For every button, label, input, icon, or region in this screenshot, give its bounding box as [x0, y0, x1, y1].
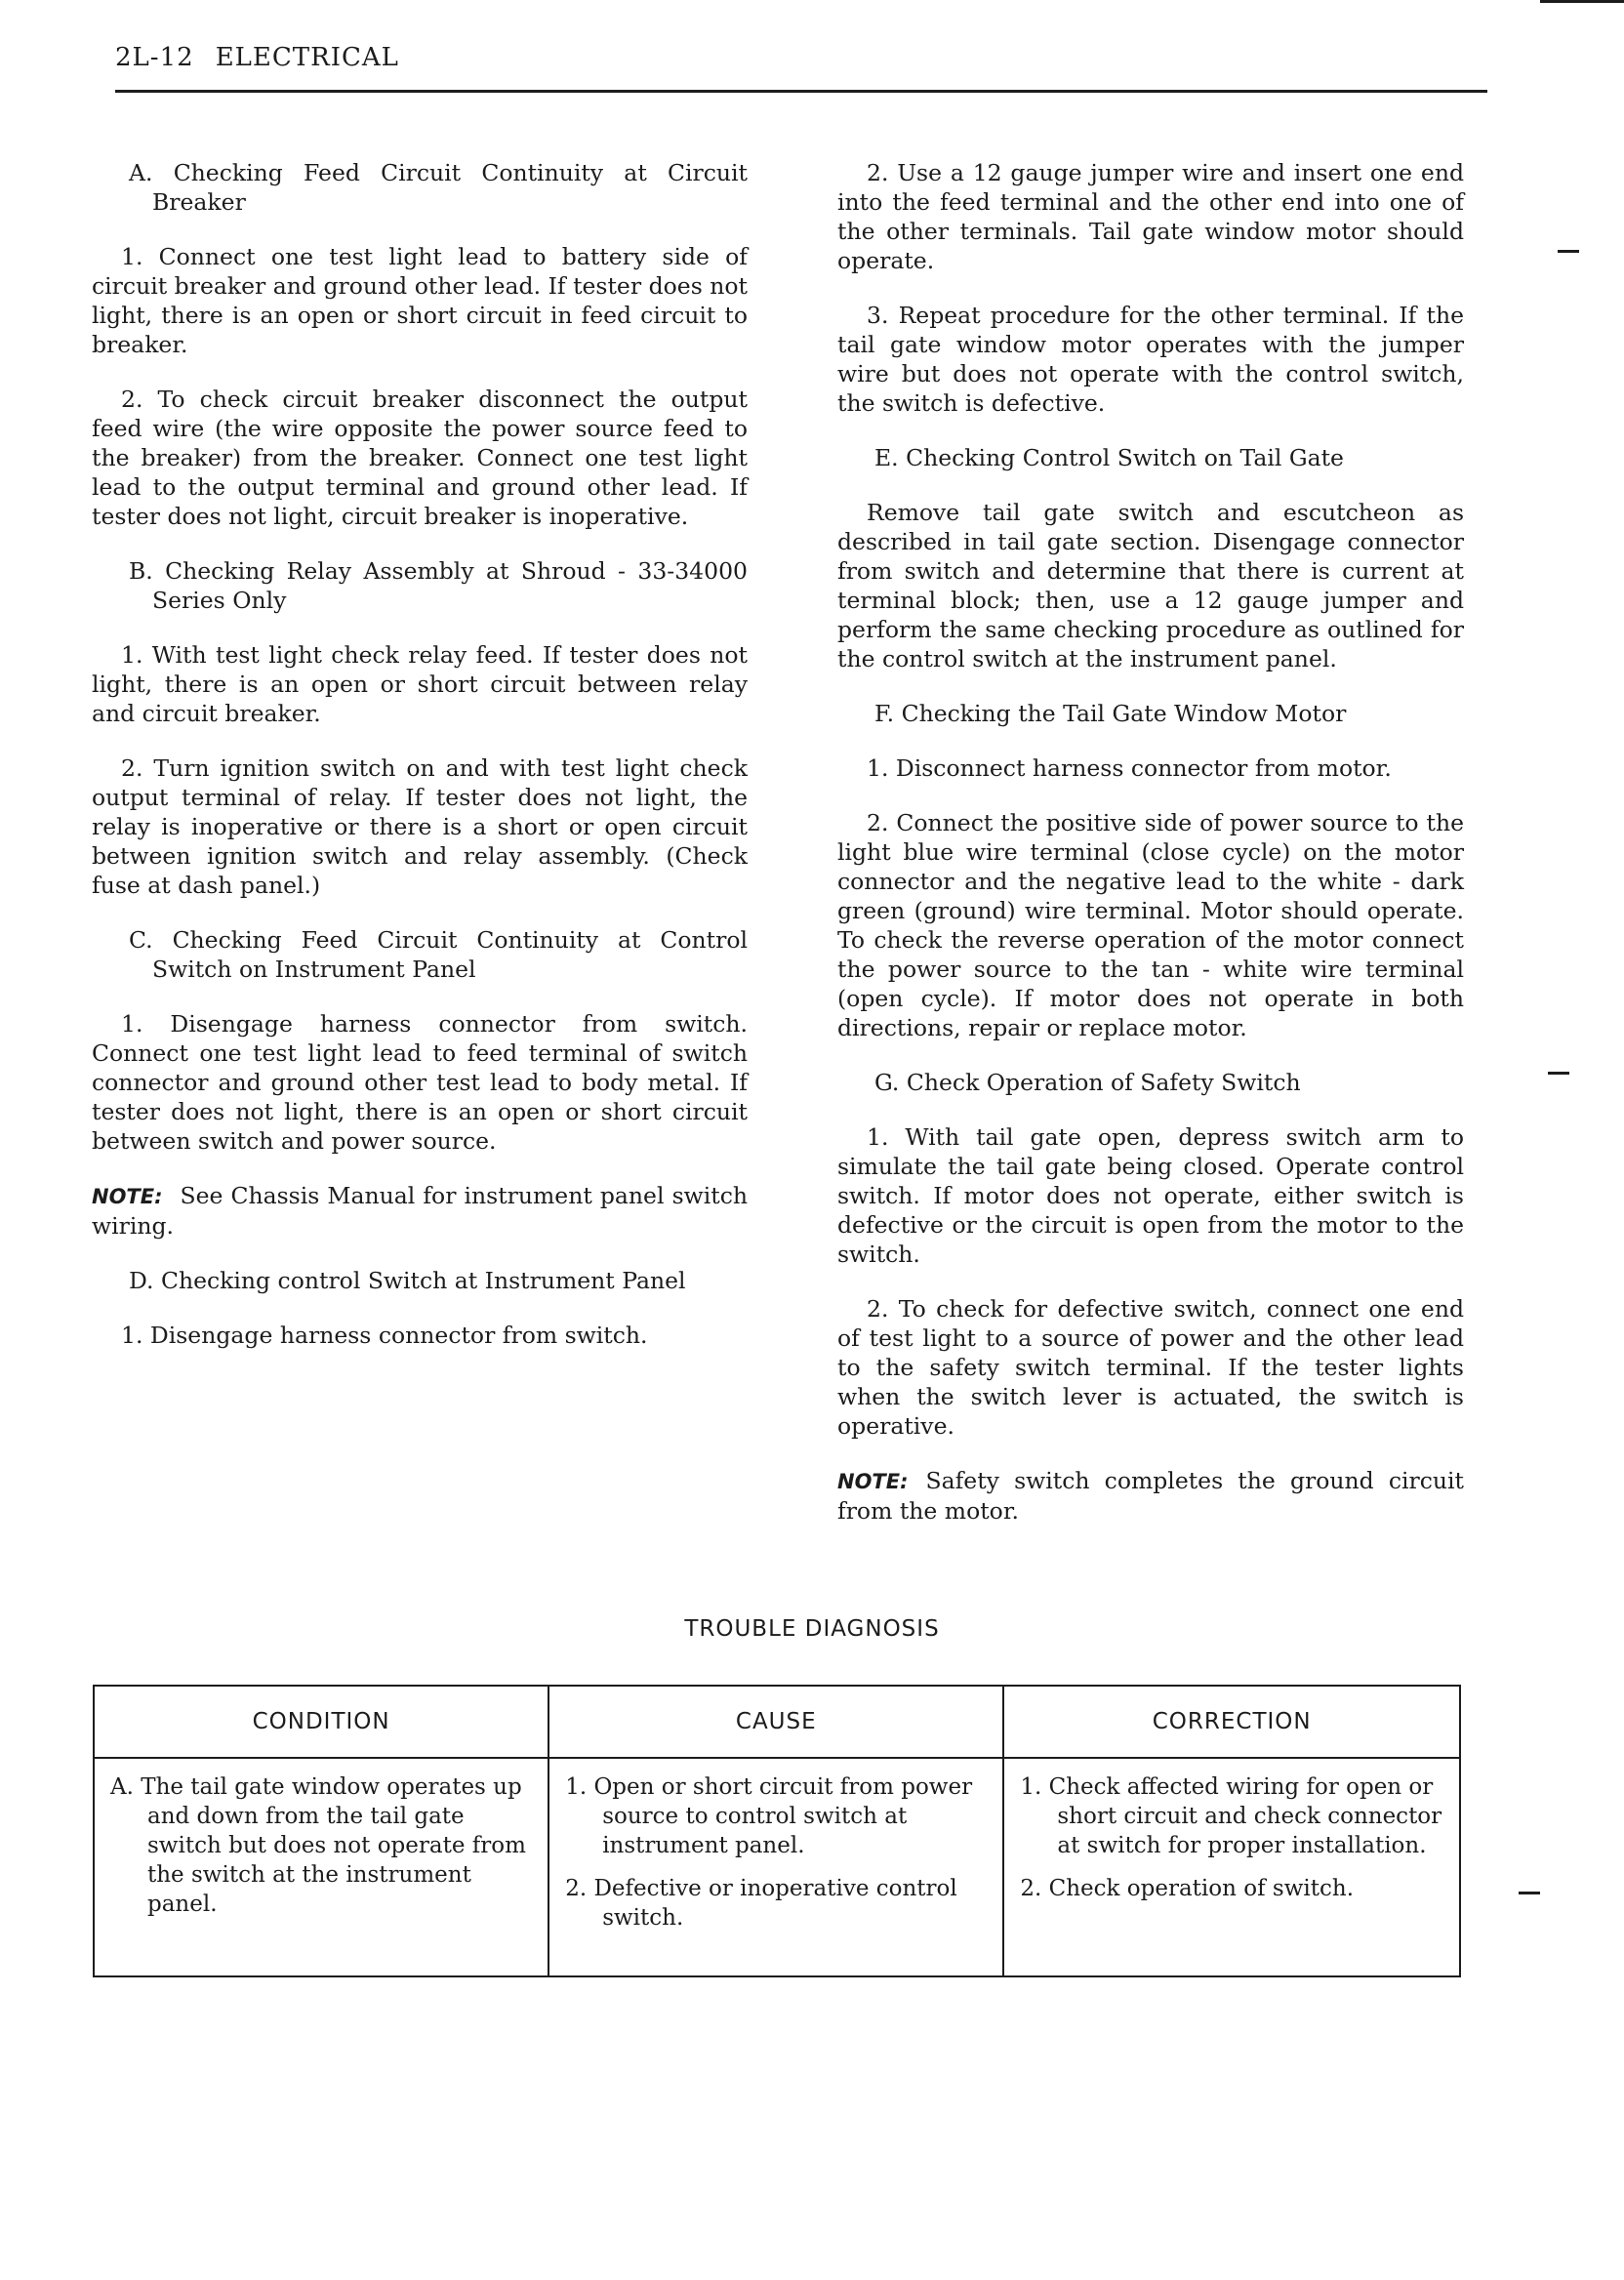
- paragraph: Remove tail gate switch and escutcheon as described in tail gate section. Disengage connector from switch and determine that there is current at terminal block; then, use a 12 gauge jumper and perform the same checking procedure as outlined for the control switch at the instrument panel.: [837, 499, 1464, 672]
- column-header-cause: CAUSE: [548, 1686, 1003, 1758]
- page-number: 2L-12: [115, 43, 194, 72]
- margin-mark: [1519, 1892, 1540, 1894]
- paragraph: 3. Repeat procedure for the other terminal. If the tail gate window motor operates with the jumper wire but does not operate with the control switch, the switch is defective.: [837, 302, 1464, 417]
- column-header-condition: CONDITION: [94, 1686, 548, 1758]
- correction-item: 2. Check operation of switch.: [1020, 1876, 1355, 1901]
- correction-cell: [1003, 1758, 1460, 1976]
- column-header-correction: CORRECTION: [1003, 1686, 1460, 1758]
- paragraph: 1. Disengage harness connector from switch.: [121, 1322, 648, 1349]
- paragraph: 2. To check circuit breaker disconnect the output feed wire (the wire opposite the power source feed to the breaker) from the breaker. Connect one test light lead to the output terminal and ground other lead. If tester does not light, circuit breaker is inoperative.: [92, 386, 748, 530]
- trouble-diagnosis-table: [93, 1685, 1461, 1977]
- section-heading-d: D. Checking control Switch at Instrument Panel: [129, 1267, 686, 1294]
- section-heading-b: B. Checking Relay Assembly at Shroud - 33-34000 Series Only: [129, 557, 748, 614]
- correction-item: 1. Check affected wiring for open or short circuit and check connector at switch for proper installation.: [1020, 1774, 1442, 1858]
- condition-cell: [94, 1758, 548, 1976]
- paragraph: 1. Disengage harness connector from switch. Connect one test light lead to feed terminal of switch connector and ground other test lead to body metal. If tester does not light, there is an open or short circuit between switch and power source.: [92, 1010, 748, 1155]
- section-title: ELECTRICAL: [215, 43, 399, 72]
- right-column: [837, 158, 1464, 1551]
- section-heading-c: C. Checking Feed Circuit Continuity at Control Switch on Instrument Panel: [129, 926, 748, 983]
- section-heading-a: A. Checking Feed Circuit Continuity at Circuit Breaker: [129, 159, 748, 216]
- note-label: NOTE:: [837, 1470, 909, 1493]
- paragraph: 1. With test light check relay feed. If tester does not light, there is an open or short circuit between relay and circuit breaker.: [92, 641, 748, 727]
- table-row: [94, 1758, 1460, 1976]
- paragraph: 1. Disconnect harness connector from motor.: [867, 754, 1392, 782]
- paragraph: 1. Connect one test light lead to battery side of circuit breaker and ground other lead. If tester does not light, there is an open or short circuit in feed circuit to breaker.: [92, 243, 748, 358]
- margin-mark: [1558, 250, 1579, 253]
- paragraph: 2. Use a 12 gauge jumper wire and insert one end into the feed terminal and the other end into one of the other terminals. Tail gate window motor should operate.: [837, 159, 1464, 274]
- paragraph: 2. Turn ignition switch on and with test light check output terminal of relay. If tester does not light, the relay is inoperative or there is a short or open circuit between ignition switch and relay assembly. (Check fuse at dash panel.): [92, 754, 748, 899]
- corner-rule: [1540, 0, 1624, 3]
- cause-item: 1. Open or short circuit from power source to control switch at instrument panel.: [565, 1774, 973, 1858]
- condition-item: A. The tail gate window operates up and down from the tail gate switch but does not operate from the switch at the instrument panel.: [110, 1774, 526, 1917]
- page-header: [115, 43, 421, 72]
- section-heading-f: F. Checking the Tail Gate Window Motor: [874, 700, 1347, 727]
- note: NOTE: Safety switch completes the ground circuit from the motor.: [837, 1467, 1464, 1525]
- section-heading-e: E. Checking Control Switch on Tail Gate: [874, 444, 1344, 471]
- paragraph: 2. Connect the positive side of power source to the light blue wire terminal (close cycle) on the motor connector and the negative lead to the white - dark green (ground) wire terminal. Motor should operate. To check the reverse operation of the motor connect the power source to the tan - white wire terminal (open cycle). If motor does not operate in both directions, repair or replace motor.: [837, 809, 1464, 1041]
- header-rule: [115, 90, 1487, 93]
- left-column: [92, 158, 748, 1375]
- note-label: NOTE:: [92, 1185, 163, 1208]
- table-header-row: [94, 1686, 1460, 1758]
- paragraph: 1. With tail gate open, depress switch arm to simulate the tail gate being closed. Operate control switch. If motor does not operate, either switch is defective or the circuit is open from the motor to the switch.: [837, 1123, 1464, 1268]
- table-title: TROUBLE DIAGNOSIS: [684, 1616, 940, 1642]
- cause-cell: [548, 1758, 1003, 1976]
- paragraph: 2. To check for defective switch, connect one end of test light to a source of power and the other lead to the safety switch terminal. If the tester lights when the switch lever is actuated, the switch is operative.: [837, 1295, 1464, 1440]
- margin-mark: [1548, 1072, 1569, 1075]
- section-heading-g: G. Check Operation of Safety Switch: [874, 1069, 1301, 1096]
- cause-item: 2. Defective or inoperative control switch.: [565, 1876, 957, 1931]
- note: NOTE: See Chassis Manual for instrument panel switch wiring.: [92, 1182, 748, 1240]
